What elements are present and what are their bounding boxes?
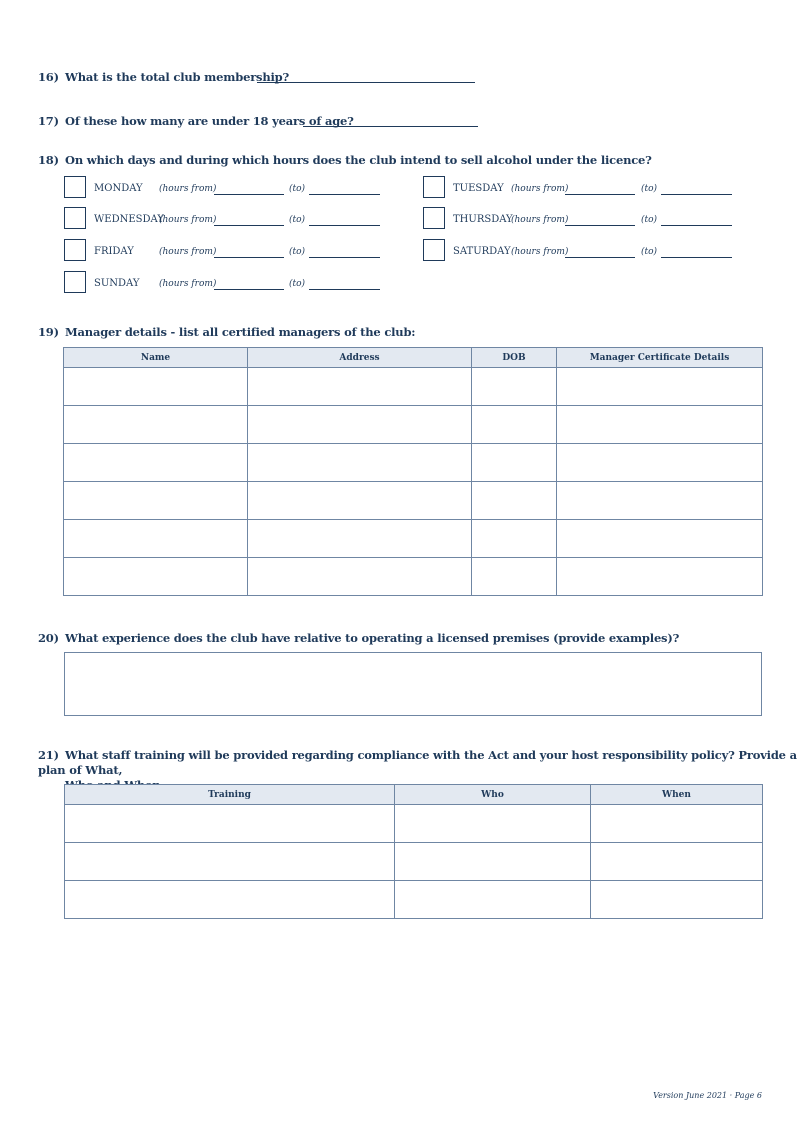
to-label: (to) — [289, 215, 306, 225]
table-cell[interactable] — [557, 520, 763, 558]
table-cell[interactable] — [65, 843, 395, 881]
table-cell[interactable] — [248, 406, 472, 444]
column-header-who: Who — [395, 785, 591, 805]
day-label-monday: MONDAY — [94, 183, 143, 194]
table-row — [65, 805, 763, 843]
membership-answer-field[interactable] — [257, 82, 475, 83]
table-cell[interactable] — [557, 558, 763, 596]
checkbox-wednesday[interactable] — [64, 207, 86, 229]
saturday-to-field[interactable] — [661, 257, 732, 258]
table-cell[interactable] — [248, 558, 472, 596]
table-cell[interactable] — [64, 368, 248, 406]
checkbox-sunday[interactable] — [64, 271, 86, 293]
day-label-tuesday: TUESDAY — [453, 183, 504, 194]
column-header-when: When — [591, 785, 763, 805]
column-header-training: Training — [65, 785, 395, 805]
thursday-to-field[interactable] — [661, 225, 732, 226]
day-label-friday: FRIDAY — [94, 246, 134, 257]
hours-from-label: (hours from) — [511, 184, 569, 194]
table-cell[interactable] — [65, 881, 395, 919]
day-label-thursday: THURSDAY — [453, 214, 513, 225]
column-header-name: Name — [64, 348, 248, 368]
table-row — [64, 368, 763, 406]
checkbox-tuesday[interactable] — [423, 176, 445, 198]
checkbox-saturday[interactable] — [423, 239, 445, 261]
to-label: (to) — [641, 247, 658, 257]
thursday-from-field[interactable] — [565, 225, 635, 226]
table-cell[interactable] — [248, 368, 472, 406]
monday-from-field[interactable] — [214, 194, 284, 195]
table-cell[interactable] — [591, 805, 763, 843]
hours-from-label: (hours from) — [511, 247, 569, 257]
table-cell[interactable] — [557, 406, 763, 444]
experience-answer-box[interactable] — [64, 652, 762, 716]
table-cell[interactable] — [395, 843, 591, 881]
table-header-row — [64, 348, 763, 368]
table-cell[interactable] — [395, 805, 591, 843]
table-row — [64, 558, 763, 596]
monday-to-field[interactable] — [309, 194, 380, 195]
page-footer: Version June 2021 · Page 6 — [653, 1091, 762, 1100]
table-cell[interactable] — [557, 368, 763, 406]
day-label-wednesday: WEDNESDAY — [94, 214, 164, 225]
hours-from-label: (hours from) — [159, 247, 217, 257]
hours-from-label: (hours from) — [511, 215, 569, 225]
table-row — [64, 444, 763, 482]
question-number: 21) — [38, 748, 59, 762]
table-cell[interactable] — [557, 444, 763, 482]
question-16 — [38, 70, 289, 84]
friday-to-field[interactable] — [309, 257, 380, 258]
table-cell[interactable] — [472, 520, 557, 558]
table-cell[interactable] — [395, 881, 591, 919]
to-label: (to) — [289, 279, 306, 289]
wednesday-to-field[interactable] — [309, 225, 380, 226]
question-text: Of these how many are under 18 years of age? — [65, 114, 354, 128]
question-18 — [38, 153, 652, 167]
to-label: (to) — [289, 184, 306, 194]
checkbox-thursday[interactable] — [423, 207, 445, 229]
question-text: On which days and during which hours does the club intend to sell alcohol under the licence? — [65, 153, 652, 167]
tuesday-from-field[interactable] — [565, 194, 635, 195]
question-text: Manager details - list all certified managers of the club: — [65, 325, 416, 339]
friday-from-field[interactable] — [214, 257, 284, 258]
table-cell[interactable] — [472, 482, 557, 520]
tuesday-to-field[interactable] — [661, 194, 732, 195]
table-cell[interactable] — [248, 520, 472, 558]
sunday-from-field[interactable] — [214, 289, 284, 290]
day-label-saturday: SATURDAY — [453, 246, 511, 257]
column-header-dob: DOB — [472, 348, 557, 368]
table-cell[interactable] — [64, 558, 248, 596]
to-label: (to) — [641, 184, 658, 194]
question-text: What is the total club membership? — [65, 70, 290, 84]
question-number: 20) — [38, 631, 59, 645]
question-number: 17) — [38, 114, 59, 128]
table-cell[interactable] — [472, 444, 557, 482]
under-18-answer-field[interactable] — [303, 126, 478, 127]
table-row — [64, 520, 763, 558]
question-19 — [38, 325, 415, 339]
manager-details-table — [63, 347, 763, 596]
table-cell[interactable] — [472, 406, 557, 444]
question-text: What experience does the club have relative to operating a licensed premises (provide examples)? — [65, 631, 680, 645]
question-number: 19) — [38, 325, 59, 339]
table-cell[interactable] — [248, 482, 472, 520]
table-cell[interactable] — [472, 558, 557, 596]
sunday-to-field[interactable] — [309, 289, 380, 290]
checkbox-monday[interactable] — [64, 176, 86, 198]
question-text: What staff training will be provided regarding compliance with the Act and your host responsibility policy? Provide a plan of What, — [38, 748, 797, 777]
table-cell[interactable] — [65, 805, 395, 843]
table-cell[interactable] — [472, 368, 557, 406]
table-cell[interactable] — [591, 843, 763, 881]
table-row — [64, 406, 763, 444]
hours-from-label: (hours from) — [159, 279, 217, 289]
question-20 — [38, 631, 679, 645]
to-label: (to) — [289, 247, 306, 257]
column-header-certificate: Manager Certificate Details — [557, 348, 763, 368]
table-row — [64, 482, 763, 520]
table-cell[interactable] — [64, 444, 248, 482]
table-row — [65, 843, 763, 881]
hours-from-label: (hours from) — [159, 215, 217, 225]
wednesday-from-field[interactable] — [214, 225, 284, 226]
day-label-sunday: SUNDAY — [94, 278, 140, 289]
column-header-address: Address — [248, 348, 472, 368]
table-row — [65, 881, 763, 919]
table-cell[interactable] — [248, 444, 472, 482]
saturday-from-field[interactable] — [565, 257, 635, 258]
to-label: (to) — [641, 215, 658, 225]
staff-training-table — [64, 784, 763, 919]
checkbox-friday[interactable] — [64, 239, 86, 261]
question-number: 16) — [38, 70, 59, 84]
table-cell[interactable] — [557, 482, 763, 520]
table-cell[interactable] — [591, 881, 763, 919]
table-header-row — [65, 785, 763, 805]
table-cell[interactable] — [64, 482, 248, 520]
table-cell[interactable] — [64, 520, 248, 558]
table-cell[interactable] — [64, 406, 248, 444]
question-number: 18) — [38, 153, 59, 167]
hours-from-label: (hours from) — [159, 184, 217, 194]
